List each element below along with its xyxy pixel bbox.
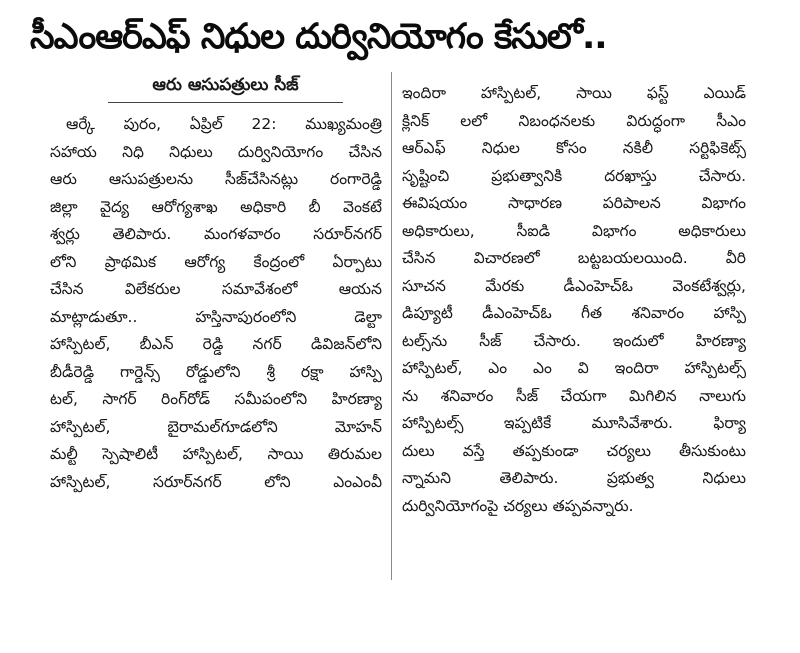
article-column-right bbox=[402, 80, 746, 520]
article-line: హాస్పిటల్, బైరామల్‌గూడలోని మోహన్ bbox=[50, 417, 382, 436]
article-line: డిప్యూటీ డీఎంహెచ్ఓ గీత శనివారం హాస్పి bbox=[402, 304, 746, 322]
article-line: జిల్లా వైద్య ఆరోగ్యశాఖ అధికారి బీ వెంకటే bbox=[50, 197, 382, 216]
article-line: సూచన మేరకు డీఎంహెచ్ఓ వెంకటేశ్వర్లు, bbox=[402, 276, 746, 295]
article-line: ఆరు ఆసుపత్రులను సీజ్‌చేసినట్లు రంగారెడ్డి bbox=[50, 170, 382, 188]
article-line: బీడీరెడ్డి గార్డెన్స్ రోడ్డులోని శ్రీ రక్షా హాస్పి bbox=[50, 362, 382, 381]
article-column-left bbox=[50, 70, 382, 496]
article-line: శ్వర్లు తెలిపారు. మంగళవారం సరూర్‌నగర్ bbox=[50, 225, 382, 243]
article-line: సృష్టించి ప్రభుత్వానికి దరఖాస్తు చేసారు. bbox=[402, 166, 746, 185]
article-line: చేసిన విలేకరుల సమావేశంలో ఆయన bbox=[50, 280, 382, 298]
article-line: క్లినిక్ లలో నిబంధనలకు విరుద్ధంగా సీఎం bbox=[402, 111, 746, 130]
article-line: అధికారులు, సీఐడి విభాగం అధికారులు bbox=[402, 221, 746, 240]
article-line: హాస్పిటల్, బీఎన్ రెడ్డి నగర్ డివిజన్‌లోని bbox=[50, 335, 382, 353]
column-divider bbox=[391, 72, 392, 580]
article-line: దులు వస్తే తప్పకుండా చర్యలు తీసుకుంటు bbox=[402, 441, 746, 460]
article-line: హాస్పిటల్, ఎం ఎం వి ఇందిరా హాస్పిటల్స్ bbox=[402, 359, 746, 377]
article-line: హాస్పిటల్స్ ఇప్పటికే మూసివేశారు. ఫిర్యా bbox=[402, 414, 746, 432]
article-line: లోని ప్రాథమిక ఆరోగ్య కేంద్రంలో ఏర్పాటు bbox=[50, 252, 382, 271]
subheading-underline bbox=[108, 102, 343, 103]
article-line: ఈవిషయం సాధారణ పరిపాలన విభాగం bbox=[402, 194, 746, 212]
article-line: చేసిన విచారణలో బట్టబయలయింది. వీరి bbox=[402, 249, 746, 267]
article-line: మాట్లాడుతూ.. హస్తినాపురంలోని డెల్టా bbox=[50, 307, 382, 326]
article-line: న్నామని తెలిపారు. ప్రభుత్వ నిధులు bbox=[402, 469, 746, 487]
article-line: టల్స్‌ను సీజ్ చేసారు. ఇందులో హిరణ్యా bbox=[402, 331, 746, 350]
article-line: దుర్వినియోగంపై చర్యలు తప్పవన్నారు. bbox=[402, 496, 634, 515]
article-line: ఆర్ఎఫ్ నిధుల కోసం నకిలీ సర్టిఫికెట్స్ bbox=[402, 139, 746, 157]
article-line: మల్టీ స్పెషాలిటీ హాస్పిటల్, సాయి తిరుమల bbox=[50, 445, 382, 463]
article-line: ఇందిరా హాస్పిటల్, సాయి ఫస్ట్ ఎయిడ్ bbox=[402, 84, 746, 102]
article-line: ను శనివారం సీజ్ చేయగా మిగిలిన నాలుగు bbox=[402, 386, 746, 405]
article-line: సహాయ నిధి నిధులు దుర్వినియోగం చేసిన bbox=[50, 142, 382, 161]
article-line: ఆర్కే పురం, ఏప్రిల్ 22: ముఖ్యమంత్రి bbox=[66, 115, 382, 133]
subheading: ఆరు ఆసుపత్రులు సీజ్ bbox=[152, 75, 299, 95]
article-line: హాస్పిటల్, సరూర్‌నగర్ లోని ఎంఎంవీ bbox=[50, 472, 382, 491]
headline: సీఎంఆర్ఎఫ్ నిధుల దుర్వినియోగం కేసులో.. bbox=[30, 17, 607, 57]
article-line: టల్, సాగర్ రింగ్‌రోడ్ సమీపంలోని హిరణ్యా bbox=[50, 390, 382, 408]
